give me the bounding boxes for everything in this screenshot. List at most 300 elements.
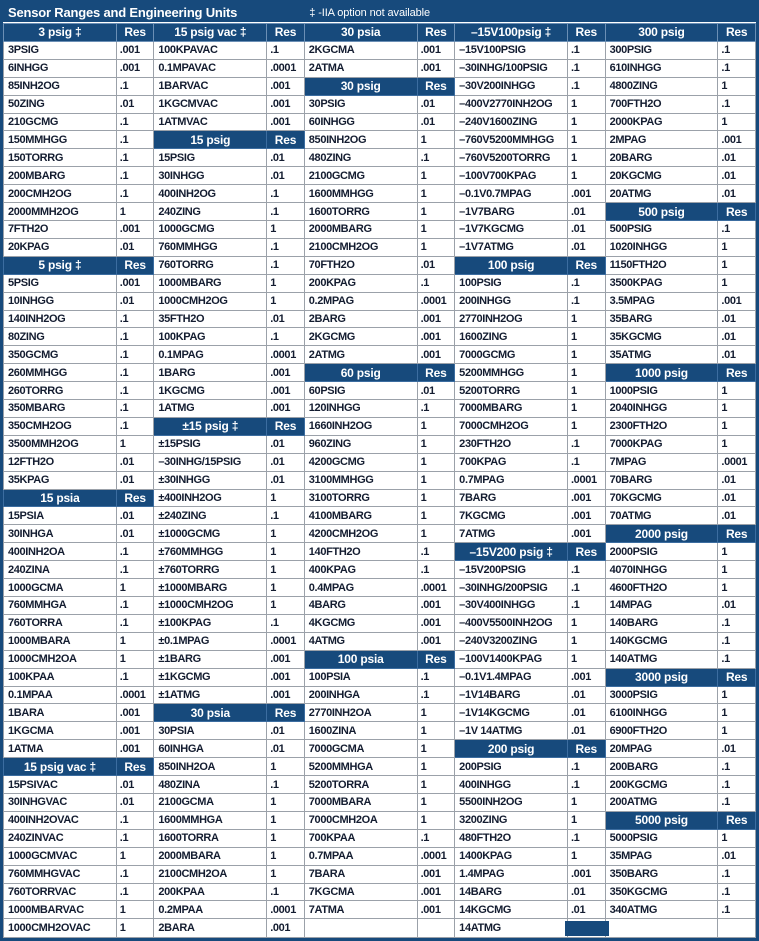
range-cell: 400INH2OG (154, 185, 267, 203)
table-row (4, 579, 756, 597)
section-header: 100 psig (455, 256, 568, 274)
resolution-cell: 1 (567, 364, 605, 382)
resolution-cell: .1 (116, 865, 154, 883)
range-cell: –1V 14ATMG (455, 722, 568, 740)
resolution-cell: .1 (718, 95, 756, 113)
range-cell: 0.1MPAVAC (154, 59, 267, 77)
resolution-cell: 1 (417, 722, 455, 740)
range-cell: 70KGCMG (605, 489, 718, 507)
range-cell: 760MMHGVAC (4, 865, 117, 883)
range-cell: 700KPAA (304, 829, 417, 847)
resolution-cell: 1 (718, 382, 756, 400)
range-cell: 150TORRG (4, 149, 117, 167)
range-cell: 0.2MPAG (304, 292, 417, 310)
table-row (4, 704, 756, 722)
section-header: 30 psia (154, 704, 267, 722)
resolution-cell: .1 (718, 41, 756, 59)
resolution-cell: .1 (116, 829, 154, 847)
range-cell: ±1KGCMG (154, 668, 267, 686)
range-cell: 3100MMHGG (304, 471, 417, 489)
resolution-cell: .01 (718, 328, 756, 346)
range-cell: 350MBARG (4, 400, 117, 418)
range-cell: 14KGCMG (455, 901, 568, 919)
resolution-cell: .1 (567, 292, 605, 310)
table-row (4, 453, 756, 471)
table-row (4, 758, 756, 776)
range-cell: 0.1MPAG (154, 346, 267, 364)
range-cell: 7KGCMA (304, 883, 417, 901)
resolution-cell: .1 (417, 829, 455, 847)
range-cell: 350CMH2OG (4, 417, 117, 435)
resolution-cell: .01 (718, 149, 756, 167)
table-row (4, 740, 756, 758)
range-cell: 150MMHGG (4, 131, 117, 149)
range-cell: 200CMH2OG (4, 185, 117, 203)
res-column-header: Res (718, 811, 756, 829)
resolution-cell: .001 (116, 59, 154, 77)
resolution-cell: .1 (567, 579, 605, 597)
range-cell: 20KPAG (4, 238, 117, 256)
table-row (4, 364, 756, 382)
ranges-table-body (4, 24, 756, 938)
range-cell: 350GCMG (4, 346, 117, 364)
resolution-cell: 1 (718, 704, 756, 722)
res-column-header: Res (267, 24, 305, 42)
resolution-cell: .01 (116, 292, 154, 310)
section-header: 30 psia (304, 24, 417, 42)
table-row (4, 59, 756, 77)
resolution-cell: 1 (417, 507, 455, 525)
range-cell: 4800ZING (605, 77, 718, 95)
resolution-cell: 1 (116, 632, 154, 650)
res-column-header: Res (718, 364, 756, 382)
range-cell: 70BARG (605, 471, 718, 489)
range-cell: –30INHG/200PSIG (455, 579, 568, 597)
resolution-cell: .1 (116, 185, 154, 203)
range-cell: 1000CMH2OA (4, 650, 117, 668)
section-header: –15V100psig ‡ (455, 24, 568, 42)
resolution-cell: 1 (417, 704, 455, 722)
range-cell: –760V5200TORRG (455, 149, 568, 167)
range-cell: 4BARG (304, 597, 417, 615)
resolution-cell: .1 (718, 758, 756, 776)
resolution-cell: .1 (116, 167, 154, 185)
range-cell: 6INHGG (4, 59, 117, 77)
resolution-cell: .001 (267, 668, 305, 686)
range-cell: 850INH2OA (154, 758, 267, 776)
range-cell: 300PSIG (605, 41, 718, 59)
resolution-cell: 1 (567, 113, 605, 131)
resolution-cell: 1 (267, 220, 305, 238)
resolution-cell: .1 (567, 77, 605, 95)
resolution-cell: 1 (267, 292, 305, 310)
resolution-cell: .1 (116, 561, 154, 579)
resolution-cell: .1 (567, 435, 605, 453)
table-row (4, 185, 756, 203)
resolution-cell: .1 (116, 417, 154, 435)
resolution-cell: 1 (567, 328, 605, 346)
range-cell: 200ATMG (605, 793, 718, 811)
range-cell: 14BARG (455, 883, 568, 901)
range-cell: 4100MBARG (304, 507, 417, 525)
range-cell: 10INHGG (4, 292, 117, 310)
range-cell: 100KPAVAC (154, 41, 267, 59)
range-cell: 2ATMA (304, 59, 417, 77)
range-cell: 7BARG (455, 489, 568, 507)
range-cell: 2ATMG (304, 346, 417, 364)
range-cell: 610INHGG (605, 59, 718, 77)
res-column-header: Res (116, 24, 154, 42)
table-row (4, 113, 756, 131)
resolution-cell: 1 (417, 740, 455, 758)
section-header: ±15 psig ‡ (154, 417, 267, 435)
range-cell: 210GCMG (4, 113, 117, 131)
resolution-cell: 1 (567, 310, 605, 328)
range-cell: 7FTH2O (4, 220, 117, 238)
resolution-cell: .001 (267, 77, 305, 95)
table-row (4, 167, 756, 185)
resolution-cell: 1 (718, 829, 756, 847)
range-cell: 5500INH2OG (455, 793, 568, 811)
resolution-cell: .1 (718, 901, 756, 919)
res-column-header: Res (116, 758, 154, 776)
resolution-cell: .01 (567, 704, 605, 722)
table-row (4, 650, 756, 668)
section-header: 15 psig (154, 131, 267, 149)
range-cell: 400INH2OA (4, 543, 117, 561)
empty-cell (605, 919, 718, 938)
range-cell: 1660INH2OG (304, 417, 417, 435)
range-cell: 2000MMH2OG (4, 203, 117, 221)
range-cell: 700FTH2O (605, 95, 718, 113)
range-cell: 2MPAG (605, 131, 718, 149)
range-cell: 3500KPAG (605, 274, 718, 292)
resolution-cell: .01 (267, 471, 305, 489)
range-cell: 200PSIG (455, 758, 568, 776)
resolution-cell: .01 (267, 149, 305, 167)
resolution-cell: 1 (267, 579, 305, 597)
resolution-cell: .1 (116, 811, 154, 829)
table-row (4, 776, 756, 794)
range-cell: 1000GCMA (4, 579, 117, 597)
table-row (4, 292, 756, 310)
resolution-cell: .1 (267, 883, 305, 901)
range-cell: 0.7MPAG (455, 471, 568, 489)
resolution-cell: .001 (567, 507, 605, 525)
range-cell: 7000KPAG (605, 435, 718, 453)
table-row (4, 668, 756, 686)
resolution-cell: .1 (267, 203, 305, 221)
range-cell: 30INHGG (154, 167, 267, 185)
resolution-cell: 1 (267, 543, 305, 561)
resolution-cell: .01 (267, 310, 305, 328)
resolution-cell: .001 (417, 632, 455, 650)
res-column-header: Res (417, 650, 455, 668)
resolution-cell: .1 (116, 883, 154, 901)
resolution-cell: .1 (116, 614, 154, 632)
range-cell: 140ATMG (605, 650, 718, 668)
resolution-cell: .01 (567, 722, 605, 740)
resolution-cell: .1 (718, 632, 756, 650)
res-column-header: Res (417, 364, 455, 382)
stray-header-fragment (565, 921, 609, 936)
resolution-cell: 1 (718, 274, 756, 292)
range-cell: 2100CMH2OA (154, 865, 267, 883)
resolution-cell: .01 (116, 507, 154, 525)
resolution-cell: 1 (718, 579, 756, 597)
range-cell: 80ZING (4, 328, 117, 346)
resolution-cell: 1 (116, 919, 154, 938)
resolution-cell: .01 (567, 203, 605, 221)
range-cell: 1000GCMVAC (4, 847, 117, 865)
range-cell: 100KPAA (4, 668, 117, 686)
resolution-cell: .01 (116, 95, 154, 113)
resolution-cell: .0001 (267, 346, 305, 364)
resolution-cell: .01 (116, 793, 154, 811)
range-cell: 760TORRA (4, 614, 117, 632)
range-cell: 2BARG (304, 310, 417, 328)
table-row (4, 382, 756, 400)
resolution-cell: .1 (267, 185, 305, 203)
range-cell: 2000PSIG (605, 543, 718, 561)
empty-cell (417, 919, 455, 938)
range-cell: 230FTH2O (455, 435, 568, 453)
range-cell: 5200TORRG (455, 382, 568, 400)
range-cell: 70FTH2O (304, 256, 417, 274)
table-row (4, 686, 756, 704)
res-column-header: Res (417, 77, 455, 95)
resolution-cell: .001 (567, 668, 605, 686)
range-cell: 50ZING (4, 95, 117, 113)
resolution-cell: .1 (417, 149, 455, 167)
resolution-cell: 1 (116, 435, 154, 453)
range-cell: 2040INHGG (605, 400, 718, 418)
resolution-cell: .001 (116, 41, 154, 59)
resolution-cell: .1 (267, 41, 305, 59)
resolution-cell: .1 (718, 59, 756, 77)
range-cell: 100KPAG (154, 328, 267, 346)
resolution-cell: .1 (567, 453, 605, 471)
resolution-cell: .001 (417, 901, 455, 919)
range-cell: 480ZINA (154, 776, 267, 794)
resolution-cell: .1 (417, 686, 455, 704)
resolution-cell: .1 (718, 650, 756, 668)
range-cell: ±240ZING (154, 507, 267, 525)
resolution-cell: .001 (417, 310, 455, 328)
resolution-cell: 1 (417, 203, 455, 221)
resolution-cell: 1 (417, 776, 455, 794)
resolution-cell: .001 (116, 704, 154, 722)
resolution-cell: 1 (417, 471, 455, 489)
table-row (4, 77, 756, 95)
resolution-cell: .01 (267, 435, 305, 453)
range-cell: ±760MMHGG (154, 543, 267, 561)
resolution-cell: 1 (267, 525, 305, 543)
resolution-cell: .1 (567, 41, 605, 59)
resolution-cell: .1 (718, 220, 756, 238)
resolution-cell: 1 (116, 650, 154, 668)
resolution-cell: .1 (718, 793, 756, 811)
res-column-header: Res (718, 203, 756, 221)
range-cell: 0.1MPAA (4, 686, 117, 704)
resolution-cell: 1 (417, 167, 455, 185)
section-header: 500 psig (605, 203, 718, 221)
resolution-cell: 1 (567, 400, 605, 418)
range-cell: –240V3200ZING (455, 632, 568, 650)
section-header: 15 psig vac ‡ (4, 758, 117, 776)
range-cell: 200MBARG (4, 167, 117, 185)
table-row (4, 346, 756, 364)
resolution-cell: 1 (567, 793, 605, 811)
table-row (4, 919, 756, 938)
ranges-table (3, 23, 756, 938)
table-row (4, 507, 756, 525)
page-title: Sensor Ranges and Engineering Units (8, 5, 238, 20)
range-cell: 7000CMH2OG (455, 417, 568, 435)
resolution-cell: .001 (116, 740, 154, 758)
resolution-cell: 1 (417, 238, 455, 256)
resolution-cell: .01 (116, 776, 154, 794)
resolution-cell: .0001 (116, 686, 154, 704)
range-cell: –30V200INHGG (455, 77, 568, 95)
resolution-cell: 1 (267, 274, 305, 292)
range-cell: 3000PSIG (605, 686, 718, 704)
range-cell: 3200ZING (455, 811, 568, 829)
range-cell: 2KGCMA (304, 41, 417, 59)
resolution-cell: .001 (718, 292, 756, 310)
resolution-cell: .1 (567, 274, 605, 292)
range-cell: 1KGCMA (4, 722, 117, 740)
resolution-cell: 1 (567, 149, 605, 167)
range-cell: 140BARG (605, 614, 718, 632)
resolution-cell: 1 (417, 435, 455, 453)
resolution-cell: .1 (417, 274, 455, 292)
resolution-cell: .01 (718, 597, 756, 615)
range-cell: 960ZING (304, 435, 417, 453)
availability-note: ‡ -IIA option not available (309, 6, 431, 19)
resolution-cell: 1 (567, 417, 605, 435)
range-cell: 140INH2OG (4, 310, 117, 328)
range-cell: 1600TORRG (304, 203, 417, 221)
resolution-cell: 1 (267, 865, 305, 883)
resolution-cell: .1 (116, 149, 154, 167)
resolution-cell: .1 (116, 597, 154, 615)
resolution-cell: .1 (567, 561, 605, 579)
section-header: 15 psia (4, 489, 117, 507)
range-cell: 2KGCMG (304, 328, 417, 346)
resolution-cell: .01 (267, 167, 305, 185)
resolution-cell: .0001 (417, 847, 455, 865)
resolution-cell: .01 (718, 185, 756, 203)
resolution-cell: 1 (567, 346, 605, 364)
range-cell: 500PSIG (605, 220, 718, 238)
resolution-cell: .1 (267, 614, 305, 632)
range-cell: ±1000MBARG (154, 579, 267, 597)
resolution-cell: .001 (567, 525, 605, 543)
range-cell: 1.4MPAG (455, 865, 568, 883)
range-cell: 30INHGA (4, 525, 117, 543)
range-cell: 14ATMG (455, 919, 568, 938)
range-cell: 1ATMA (4, 740, 117, 758)
range-cell: 1600MMHGG (304, 185, 417, 203)
resolution-cell: 1 (417, 489, 455, 507)
resolution-cell: .001 (116, 722, 154, 740)
resolution-cell: .0001 (417, 579, 455, 597)
res-column-header: Res (718, 525, 756, 543)
range-cell: –1V7BARG (455, 203, 568, 221)
resolution-cell: .1 (567, 776, 605, 794)
range-cell: ±1000CMH2OG (154, 597, 267, 615)
table-row (4, 722, 756, 740)
range-cell: ±0.1MPAG (154, 632, 267, 650)
resolution-cell: .001 (417, 41, 455, 59)
res-column-header: Res (417, 24, 455, 42)
range-cell: 5000PSIG (605, 829, 718, 847)
resolution-cell: .1 (116, 328, 154, 346)
resolution-cell: 1 (267, 811, 305, 829)
resolution-cell: 1 (718, 113, 756, 131)
table-row (4, 435, 756, 453)
resolution-cell: .001 (267, 382, 305, 400)
section-header: 300 psig (605, 24, 718, 42)
resolution-cell: .001 (267, 400, 305, 418)
resolution-cell: 1 (267, 758, 305, 776)
table-row (4, 632, 756, 650)
resolution-cell: 1 (116, 901, 154, 919)
range-cell: ±760TORRG (154, 561, 267, 579)
table-row (4, 417, 756, 435)
range-cell: 20KGCMG (605, 167, 718, 185)
resolution-cell: .001 (567, 185, 605, 203)
resolution-cell: .001 (267, 364, 305, 382)
range-cell: 200KPAG (304, 274, 417, 292)
res-column-header: Res (567, 740, 605, 758)
range-cell: 4KGCMG (304, 614, 417, 632)
resolution-cell: 1 (718, 256, 756, 274)
section-header: 3000 psig (605, 668, 718, 686)
range-cell: 1600TORRA (154, 829, 267, 847)
range-cell: 60PSIG (304, 382, 417, 400)
range-cell: 1600ZING (455, 328, 568, 346)
resolution-cell: 1 (567, 632, 605, 650)
range-cell: 7ATMA (304, 901, 417, 919)
resolution-cell: .0001 (567, 471, 605, 489)
range-cell: 7000GCMA (304, 740, 417, 758)
range-cell: 1BARG (154, 364, 267, 382)
range-cell: 15PSIVAC (4, 776, 117, 794)
range-cell: 260MMHGG (4, 364, 117, 382)
resolution-cell: .1 (718, 883, 756, 901)
range-cell: 2770INH2OG (455, 310, 568, 328)
range-cell: 480FTH2O (455, 829, 568, 847)
resolution-cell: .1 (116, 77, 154, 95)
range-cell: ±15PSIG (154, 435, 267, 453)
range-cell: ±100KPAG (154, 614, 267, 632)
range-cell: –0.1V1.4MPAG (455, 668, 568, 686)
range-cell: 3100TORRG (304, 489, 417, 507)
resolution-cell: 1 (417, 220, 455, 238)
resolution-cell: .01 (718, 507, 756, 525)
range-cell: 5200MMHGA (304, 758, 417, 776)
table-row (4, 400, 756, 418)
range-cell: 7MPAG (605, 453, 718, 471)
range-cell: –1V14KGCMG (455, 704, 568, 722)
resolution-cell: .1 (116, 668, 154, 686)
range-cell: 1000PSIG (605, 382, 718, 400)
resolution-cell: .01 (718, 471, 756, 489)
resolution-cell: 1 (417, 417, 455, 435)
section-header: 5000 psig (605, 811, 718, 829)
